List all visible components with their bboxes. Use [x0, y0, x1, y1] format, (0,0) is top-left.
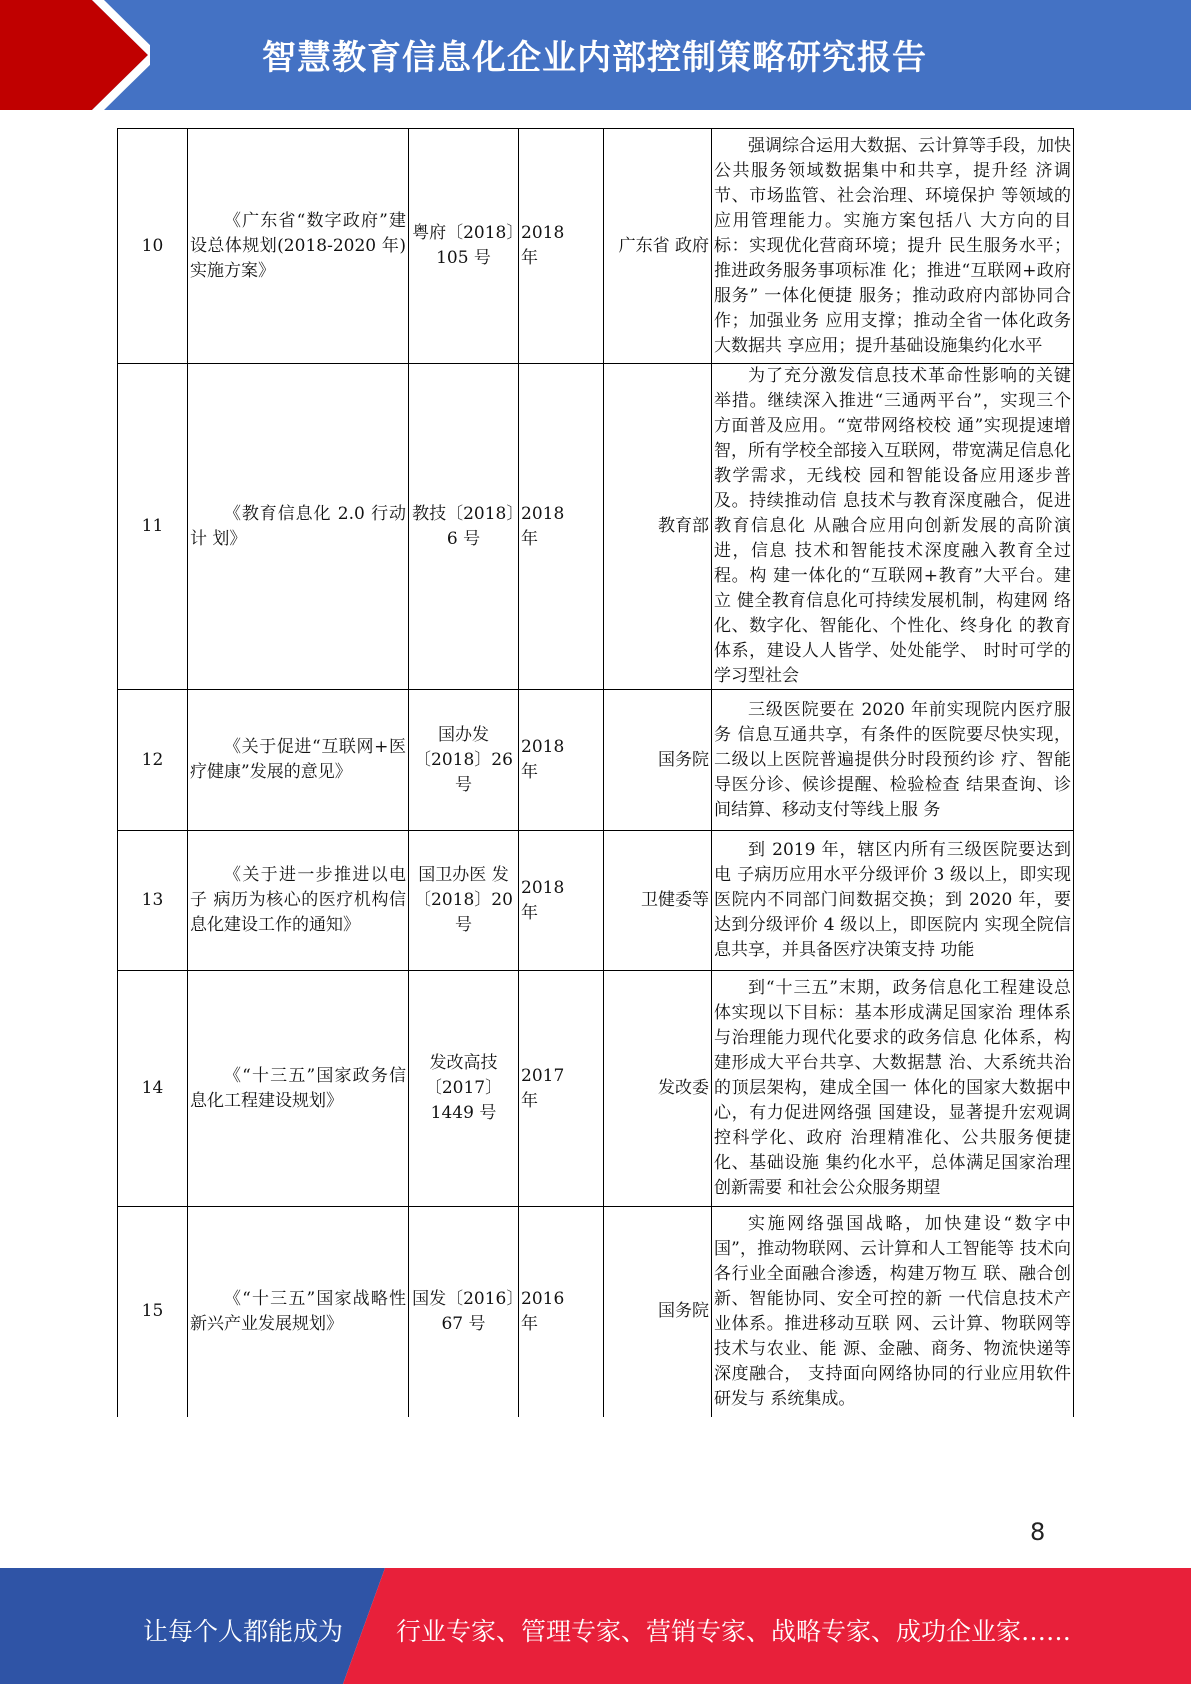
footer-slogan-right: 行业专家、管理专家、营销专家、战略专家、成功企业家……: [396, 1617, 1072, 1646]
policy-title: 《广东省“数字政府”建 设总体规划(2018-2020 年)实施方案》: [188, 129, 409, 364]
issue-year: 2018 年: [519, 831, 604, 971]
document-number: 国卫办医 发〔2018〕20 号: [409, 831, 519, 971]
table-row: [118, 690, 1074, 831]
policy-content: 三级医院要在 2020 年前实现院内医疗服务 信息互通共享，有条件的医院要尽快实现，二级以上医院普遍提供分时段预约诊 疗、智能导医分诊、候诊提醒、检验检查 结果查询、诊间结算、移动支付等线上服 务: [712, 690, 1074, 831]
policy-table-body: [118, 129, 1074, 1417]
policy-content: 实施网络强国战略，加快建设“数字中国”，推动物联网、云计算和人工智能等 技术向各行业全面融合渗透，构建万物互 联、融合创新、智能协同、安全可控的新 一代信息技术产业体系。推进移动互联 网、云计算、物联网等技术与农业、能 源、金融、商务、物流快递等深度融合， 支持面向网络协同的行业应用软件研发与 系统集成。: [712, 1207, 1074, 1417]
policy-content: 强调综合运用大数据、云计算等手段，加快公共服务领域数据集中和共享，提升经 济调节、市场监管、社会治理、环境保护 等领域的应用管理能力。实施方案包括八 大方向的目标：实现优化营商环境；提升 民生服务水平；推进政务服务事项标准 化；推进“互联网+政府服务” 一体化便捷 服务；推动政府内部协同合作；加强业务 应用支撑；推动全省一体化政务大数据共 享应用；提升基础设施集约化水平: [712, 129, 1074, 364]
row-number: 11: [118, 364, 188, 690]
footer-slogan-left: 让每个人都能成为: [143, 1617, 344, 1646]
table-row: [118, 129, 1074, 364]
issue-year: 2018 年: [519, 690, 604, 831]
policy-title: 《“十三五”国家政务信 息化工程建设规划》: [188, 971, 409, 1207]
policy-title: 《教育信息化 2.0 行动计 划》: [188, 364, 409, 690]
document-number: 教技〔2018〕6 号: [409, 364, 519, 690]
policy-content: 为了充分激发信息技术革命性影响的关键 举措。继续深入推进“三通两平台”，实现三个方面普及应用。“宽带网络校校 通”实现提速增智，所有学校全部接入互联网，带宽满足信息化教学需求，无线校 园和智能设备应用逐步普及。持续推动信 息技术与教育深度融合，促进教育信息化 从融合应用向创新发展的高阶演进，信息 技术和智能技术深度融入教育全过程。构 建一体化的“互联网+教育”大平台。建立 健全教育信息化可持续发展机制，构建网 络化、数字化、智能化、个性化、终身化 的教育体系，建设人人皆学、处处能学、 时时可学的学习型社会: [712, 364, 1074, 690]
document-number: 国办发〔2018〕26 号: [409, 690, 519, 831]
document-number: 发改高技〔2017〕1449 号: [409, 971, 519, 1207]
table-row: [118, 1207, 1074, 1417]
table-row: [118, 971, 1074, 1207]
issuing-authority: 广东省 政府: [604, 129, 712, 364]
policy-content: 到“十三五”末期，政务信息化工程建设总体实现以下目标：基本形成满足国家治 理体系与治理能力现代化要求的政务信息 化体系，构建形成大平台共享、大数据慧 治、大系统共治的顶层架构，建成全国一 体化的国家大数据中心，有力促进网络强 国建设，显著提升宏观调控科学化、政府 治理精准化、公共服务便捷化、基础设施 集约化水平，总体满足国家治理创新需要 和社会公众服务期望: [712, 971, 1074, 1207]
row-number: 14: [118, 971, 188, 1207]
row-number: 13: [118, 831, 188, 971]
issuing-authority: 国务院: [604, 690, 712, 831]
policy-table: [117, 128, 1074, 1417]
page-header: [0, 0, 1191, 110]
table-row: [118, 364, 1074, 690]
issue-year: 2018 年: [519, 364, 604, 690]
issue-year: 2016 年: [519, 1207, 604, 1417]
document-number: 国发〔2016〕67 号: [409, 1207, 519, 1417]
row-number: 15: [118, 1207, 188, 1417]
issue-year: 2018 年: [519, 129, 604, 364]
policy-content: 到 2019 年，辖区内所有三级医院要达到电 子病历应用水平分级评价 3 级以上，即实现医院内不同部门间数据交换；到 2020 年，要达到分级评价 4 级以上，即医院内 实现全院信息共享，并具备医疗决策支持 功能: [712, 831, 1074, 971]
policy-title: 《“十三五”国家战略性 新兴产业发展规划》: [188, 1207, 409, 1417]
page-number: 8: [1030, 1518, 1046, 1546]
document-number: 粤府〔2018〕105 号: [409, 129, 519, 364]
header-title: 智慧教育信息化企业内部控制策略研究报告: [262, 38, 927, 78]
issuing-authority: 教育部: [604, 364, 712, 690]
row-number: 12: [118, 690, 188, 831]
issue-year: 2017 年: [519, 971, 604, 1207]
header-red-chevron: [0, 0, 150, 110]
row-number: 10: [118, 129, 188, 364]
table-row: [118, 831, 1074, 971]
issuing-authority: 卫健委等: [604, 831, 712, 971]
page-footer: [0, 1568, 1191, 1684]
issuing-authority: 发改委: [604, 971, 712, 1207]
policy-title: 《关于促进“互联网+医 疗健康”发展的意见》: [188, 690, 409, 831]
policy-title: 《关于进一步推进以电子 病历为核心的医疗机构信 息化建设工作的通知》: [188, 831, 409, 971]
policy-table-container: [117, 128, 1073, 1409]
issuing-authority: 国务院: [604, 1207, 712, 1417]
